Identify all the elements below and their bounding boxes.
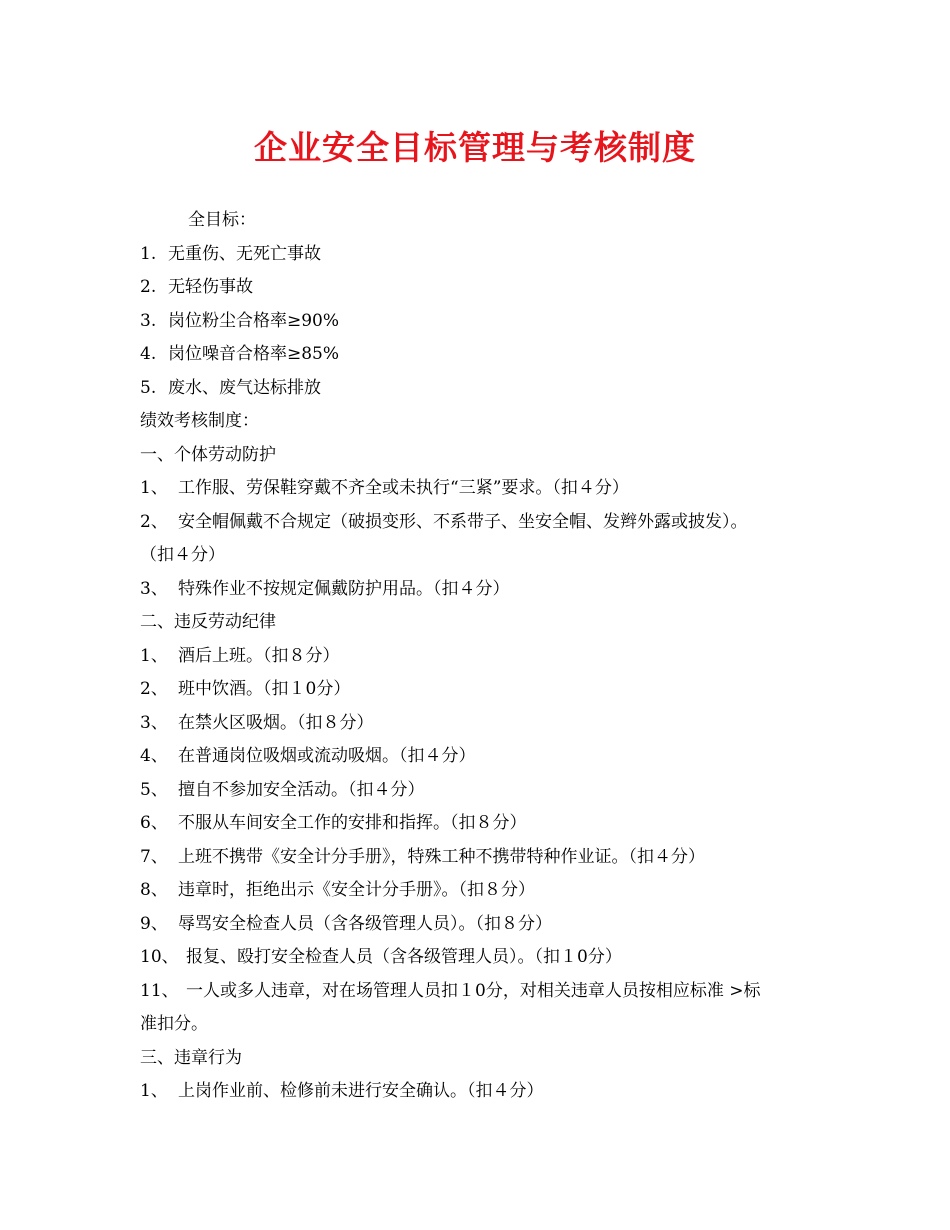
item-number: 5、	[140, 779, 168, 800]
intro-line: 全目标：	[188, 210, 256, 230]
list-item	[140, 573, 830, 607]
list-item	[140, 774, 830, 808]
item-number: 8、	[140, 880, 168, 900]
item-text: 特殊作业不按规定佩戴防护用品。（扣４分）	[178, 578, 510, 599]
item-text: 酒后上班。（扣８分）	[178, 645, 340, 666]
item-text: 报复、殴打安全检查人员（含各级管理人员）。（扣１0分）	[186, 947, 622, 967]
list-item	[140, 975, 830, 1009]
list-item	[140, 807, 830, 841]
list-item	[140, 740, 830, 774]
list-item	[140, 908, 830, 942]
item-number: 9、	[140, 913, 168, 934]
item-number: 1、	[140, 478, 168, 498]
goal-text: 废水、废气达标排放	[168, 377, 321, 398]
goal-text: 岗位噪音合格率≥85%	[168, 344, 340, 364]
list-item	[140, 1075, 830, 1109]
list-item	[140, 506, 830, 540]
list-item	[140, 673, 830, 707]
goal-item	[140, 372, 830, 406]
goal-number: 1.	[140, 243, 157, 264]
item-text: 擅自不参加安全活动。（扣４分）	[178, 779, 425, 800]
goal-item	[140, 305, 830, 339]
list-item	[140, 640, 830, 674]
item-text: 上岗作业前、检修前未进行安全确认。（扣４分）	[178, 1081, 544, 1101]
section-heading: 三、违章行为	[140, 1047, 242, 1068]
list-item	[140, 941, 830, 975]
item-text: 违章时，拒绝出示《安全计分手册》。（扣８分）	[178, 880, 535, 900]
item-text: 班中饮酒。（扣１0分）	[178, 679, 351, 699]
goal-item	[140, 238, 830, 272]
item-continuation: （扣４分）	[140, 545, 225, 565]
goal-number: 2.	[140, 277, 157, 297]
document-title: 企业安全目标管理与考核制度	[254, 128, 696, 167]
goal-item	[140, 338, 830, 372]
document-body	[140, 204, 830, 1109]
list-item	[140, 874, 830, 908]
item-text: 安全帽佩戴不合规定（破损变形、不系带子、坐安全帽、发辫外露或披发）。	[178, 511, 748, 532]
item-text: 一人或多人违章，对在场管理人员扣１0分，对相关违章人员按相应标准 >标	[186, 980, 761, 1001]
item-number: 1、	[140, 645, 168, 666]
item-text: 工作服、劳保鞋穿戴不齐全或未执行“三紧”要求。（扣４分）	[178, 478, 629, 498]
section-heading: 一、个体劳动防护	[140, 444, 276, 465]
assessment-heading: 绩效考核制度：	[140, 411, 259, 431]
item-number: 2、	[140, 679, 168, 699]
item-number: 4、	[140, 746, 168, 766]
item-number: 2、	[140, 511, 168, 532]
item-number: 3、	[140, 712, 168, 733]
list-item	[140, 841, 830, 875]
goal-text: 无重伤、无死亡事故	[168, 243, 321, 264]
goal-number: 3.	[140, 310, 157, 331]
goal-text: 岗位粉尘合格率≥90%	[168, 310, 340, 331]
item-text: 上班不携带《安全计分手册》，特殊工种不携带特种作业证。（扣４分）	[178, 846, 705, 867]
item-number: 7、	[140, 846, 168, 867]
item-text: 在普通岗位吸烟或流动吸烟。（扣４分）	[178, 746, 476, 766]
item-number: 6、	[140, 813, 168, 833]
goal-number: 5.	[140, 377, 157, 398]
item-continuation: 准扣分。	[140, 1014, 208, 1034]
item-number: 11、	[140, 980, 179, 1001]
item-number: 3、	[140, 578, 168, 599]
goal-item	[140, 271, 830, 305]
item-number: 10、	[140, 947, 179, 967]
item-text: 不服从车间安全工作的安排和指挥。（扣８分）	[178, 813, 527, 833]
goal-number: 4.	[140, 344, 157, 364]
goal-text: 无轻伤事故	[168, 277, 253, 297]
section-heading: 二、违反劳动纪律	[140, 612, 276, 632]
item-text: 辱骂安全检查人员（含各级管理人员）。（扣８分）	[178, 913, 552, 934]
list-item	[140, 472, 830, 506]
list-item	[140, 707, 830, 741]
item-text: 在禁火区吸烟。（扣８分）	[178, 712, 374, 733]
item-number: 1、	[140, 1081, 168, 1101]
